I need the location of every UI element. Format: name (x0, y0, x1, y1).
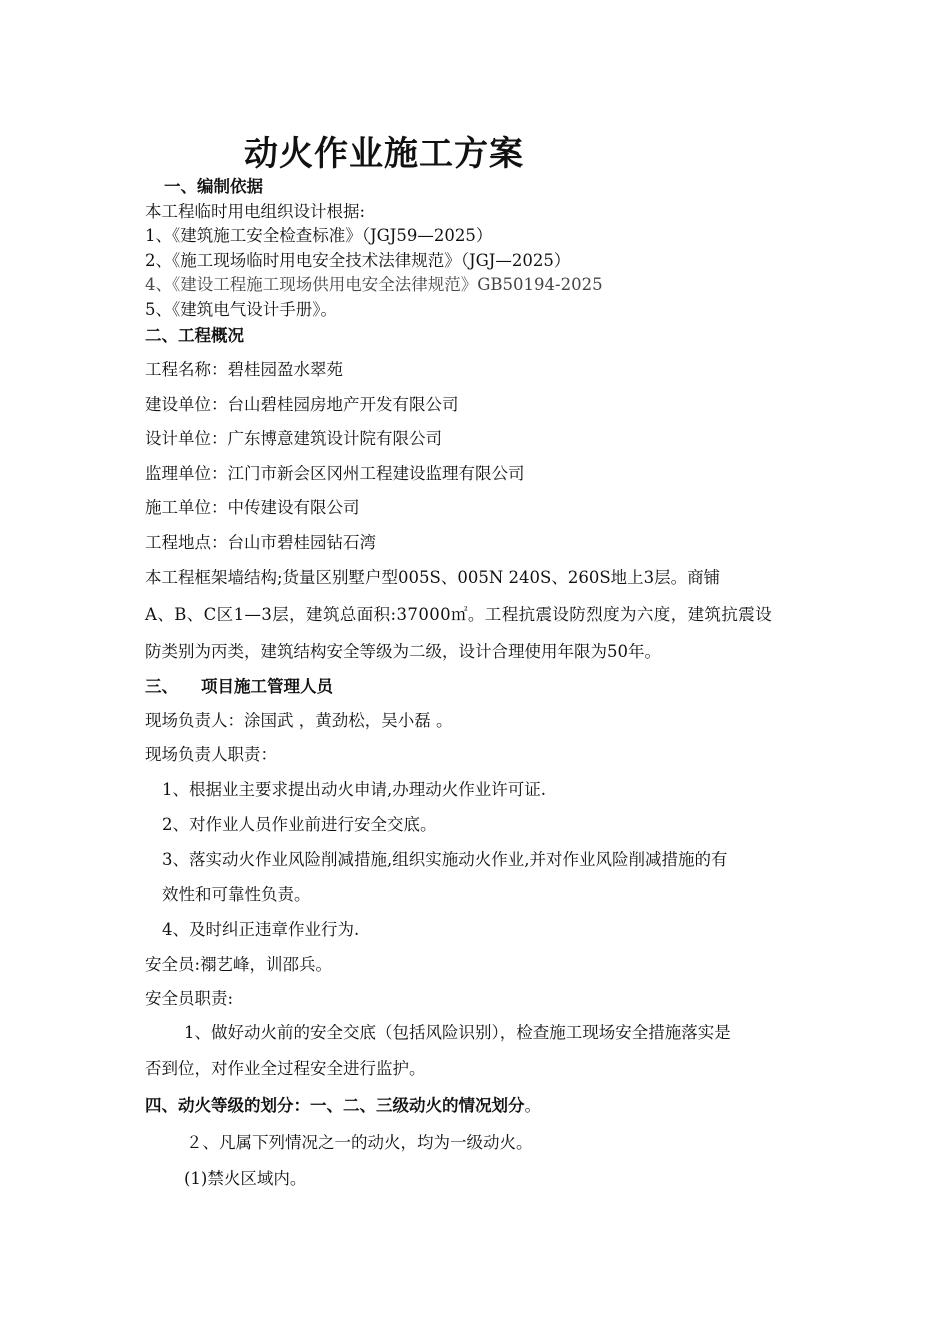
project-description-line: 防类别为丙类，建筑结构安全等级为二级，设计合理使用年限为50年。 (145, 642, 661, 661)
leader-duties-label: 现场负责人职责： (145, 745, 277, 764)
section-1-intro: 本工程临时用电组织设计根据: (145, 202, 366, 221)
section-4-heading-tail: 。 (524, 1096, 541, 1115)
project-description-line: A、B、C区1—3层，建筑总面积:37000㎡。工程抗震设防烈度为六度，建筑抗震设 (145, 605, 773, 624)
safety-duty-line: 否到位，对作业全过程安全进行监护。 (145, 1059, 426, 1078)
site-leaders: 现场负责人：涂国武 ，黄劲松，吴小磊 。 (145, 711, 453, 730)
section-4-heading (145, 1095, 541, 1117)
safety-officers: 安全员:禤艺峰，训邵兵。 (145, 955, 333, 974)
reference-item: 1、《建筑施工安全检查标准》（JGJ59—2025） (145, 226, 493, 245)
reference-item: 5、《建筑电气设计手册》。 (145, 300, 337, 319)
section-4-heading-bold: 四、动火等级的划分：一、二、三级动火的情况划分 (145, 1096, 525, 1115)
section-2-heading: 二、工程概况 (145, 326, 244, 345)
construction-unit: 施工单位：中传建设有限公司 (145, 498, 360, 517)
leader-duty-item: 4、及时纠正违章作业行为. (162, 920, 360, 939)
project-name: 工程名称：碧桂园盈水翠苑 (145, 360, 343, 379)
project-location: 工程地点：台山市碧桂园钻石湾 (145, 533, 376, 552)
first-level-fire-intro: ２、凡属下列情况之一的动火，均为一级动火。 (186, 1133, 533, 1152)
leader-duty-item: 1、根据业主要求提出动火申请,办理动火作业许可证. (162, 780, 546, 799)
owner-unit: 建设单位：台山碧桂园房地产开发有限公司 (145, 395, 459, 414)
reference-item: 4、《建设工程施工现场供用电安全法律规范》GB50194-2025 (145, 275, 603, 294)
first-level-fire-item: (1)禁火区域内。 (184, 1169, 307, 1188)
safety-duties-label: 安全员职责: (145, 989, 234, 1008)
section-1-heading: 一、编制依据 (164, 177, 263, 196)
supervision-unit: 监理单位：江门市新会区冈州工程建设监理有限公司 (145, 464, 525, 483)
project-description-line: 本工程框架墙结构;货量区别墅户型005S、005N 240S、260S地上3层。商铺 (145, 568, 721, 587)
reference-item: 2、《施工现场临时用电安全技术法律规范》（JGJ—2025） (145, 251, 571, 270)
leader-duty-item: 效性和可靠性负责。 (162, 885, 311, 904)
leader-duty-item: 3、落实动火作业风险削减措施,组织实施动火作业,并对作业风险削减措施的有 (162, 850, 728, 869)
leader-duty-item: 2、对作业人员作业前进行安全交底。 (162, 815, 437, 834)
section-3-heading-text: 项目施工管理人员 (201, 677, 333, 696)
safety-duty-line: 1、做好动火前的安全交底（包括风险识别），检查施工现场安全措施落实是 (184, 1023, 731, 1042)
section-3-heading-number: 三、 (145, 677, 178, 696)
document-title: 动火作业施工方案 (244, 134, 524, 174)
design-unit: 设计单位：广东博意建筑设计院有限公司 (145, 429, 442, 448)
